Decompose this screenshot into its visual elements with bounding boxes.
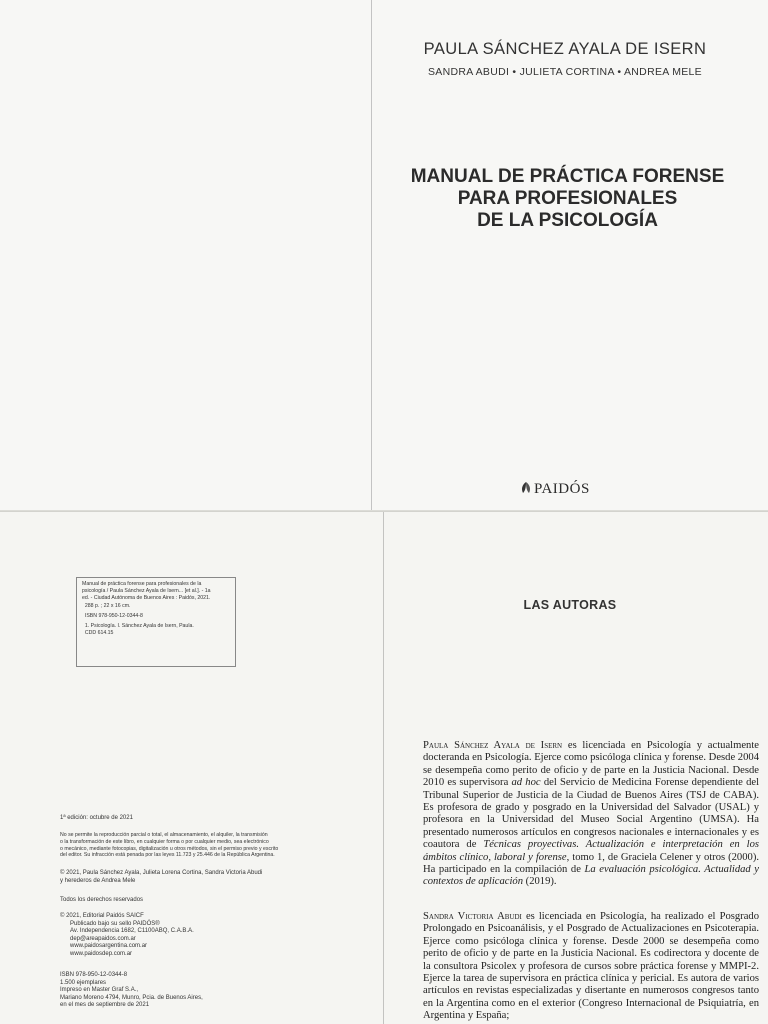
legal-notice <box>60 832 340 859</box>
bio-text: del Servicio de Medicina Forense dependiente del Tribunal Superior de Justicia de la Ciudad de Buenos Aires (TSJ de CABA). Es profesora de grado y posgrado en la Universidad del Salvador (USAL) y profesora en la Universidad del Museo Social Argentino (UMSA). Ha presentado numerosos artículos en congresos nacionales e internacionales y es coautora de <box>423 777 760 851</box>
cip-isbn: ISBN 978-950-12-0344-8 <box>84 612 143 619</box>
print-line: Impreso en Master Graf S.A., <box>60 987 139 994</box>
book-title-line: PARA PROFESIONALES <box>457 188 678 209</box>
cip-line: psicología / Paula Sánchez Ayala de Isern... [et al.]. - 1a <box>82 588 211 595</box>
legal-line: del editor. Su infracción está penada por las leyes 11.723 y 25.446 de la República Argentina. <box>60 852 275 859</box>
main-author: PAULA SÁNCHEZ AYALA DE ISERN <box>423 40 707 58</box>
cip-line: 288 p. ; 22 x 16 cm. <box>84 602 131 609</box>
bio-text: ad hoc <box>511 777 541 789</box>
bio-text: (2019). <box>523 876 557 888</box>
rights-reserved <box>60 897 340 905</box>
gutter-line <box>383 512 384 1024</box>
edition-text: 1ª edición: octubre de 2021 <box>60 815 133 821</box>
rights-text: Todos los derechos reservados <box>60 897 144 903</box>
bio-paragraph <box>423 911 759 1024</box>
legal-line: No se permite la reproducción parcial o total, el almacenamiento, el alquiler, la transmisión <box>60 832 268 838</box>
book-reference: La evaluación psicológica. Actualidad y contextos de aplicación <box>423 864 759 888</box>
bio-author-name: Paula Sánchez Ayala de Isern <box>423 740 563 751</box>
bio-text: es licenciada en Psicología, ha realizado el Posgrado Prolongado en Psicoanálisis, y el Posgrado de Actualizaciones en Psicoterapia. Ejerce como psicóloga clínica y forense. Desde 2000 se desempeña como perito de oficio y de parte en la Justicia Nacional. Es codirectora y docente de la consultora Psicolex y profesora de cursos sobre práctica forense y MMPI-2. Ejerce la tarea de supervisora en práctica clínica y pericial. Es autora de varios artículos en revistas especializadas y disertante en numerosos congresos tanto en la Argentina como en el exterior (Congreso Internacional de Psiquiatría, en Argentina y España; <box>423 911 759 1022</box>
bio-author-name: Sandra Victoria Abudi <box>423 911 522 922</box>
book-title-line: MANUAL DE PRÁCTICA FORENSE <box>410 166 725 187</box>
copyright-line: © 2021, Paula Sánchez Ayala, Julieta Lorena Cortina, Sandra Victoria Abudi <box>60 870 263 876</box>
publisher-name: PAIDÓS <box>534 481 590 497</box>
publisher-email: dep@areapaidos.com.ar <box>70 935 136 942</box>
print-line: en el mes de septiembre de 2021 <box>60 1002 150 1009</box>
bio-text: es licenciada en Psicología y actualmente docteranda en Psicología. Ejerce como psicóloga clínica y forense. Desde 2004 se desempeña como perito de oficio y de parte en la Justicia Nacional. Desde 2010 es supervisora <box>423 740 759 789</box>
book-title-line: DE LA PSICOLOGÍA <box>477 210 658 231</box>
publisher-imprint <box>520 481 620 498</box>
print-line: Mariano Moreno 4794, Munro, Pcia. de Buenos Aires, <box>60 994 203 1001</box>
publisher-line: Publicado bajo su sello PAIDÓS® <box>70 920 160 927</box>
legal-line: o mecánico, mediante fotocopias, digitalización u otros métodos, sin el permiso previo y escrito <box>60 845 279 852</box>
publisher-url: www.paidosargentina.com.ar <box>70 943 148 950</box>
cip-record-box <box>76 577 236 667</box>
legal-line: o la transformación de este libro, en cualquier forma o por cualquier medio, sea electrónico <box>60 838 269 845</box>
authors-copyright <box>60 870 340 885</box>
publisher-url: www.paidosdep.com.ar <box>70 950 133 957</box>
section-heading: LAS AUTORAS <box>523 598 617 612</box>
bio-text: , tomo 1, de Graciela Celener y otros (2000). Ha participado en la compilación de <box>423 851 759 876</box>
bio-paragraph <box>423 740 759 889</box>
cip-line: ed. - Ciudad Autónoma de Buenos Aires : Paidós, 2021. <box>82 595 211 602</box>
cip-line: Manual de práctica forense para profesionales de la <box>82 581 202 587</box>
cip-cdd: CDD 614.15 <box>84 630 114 637</box>
publisher-line: Av. Independencia 1682, C1100ABQ, C.A.B.A. <box>70 928 194 935</box>
publisher-line: © 2021, Editorial Paidós SAICF <box>60 913 144 919</box>
edition-note <box>60 815 340 823</box>
cip-line: 1. Psicología. I. Sánchez Ayala de Isern, Paula. <box>84 623 194 630</box>
print-block <box>60 972 340 1010</box>
publisher-block <box>60 913 340 959</box>
book-reference: Técnicas proyectivas. Actualización e interpretación en los ámbitos clínico, laboral y forense <box>423 839 759 863</box>
print-line: 1.500 ejemplares <box>60 979 107 986</box>
book-title <box>390 166 745 232</box>
paidos-logo-icon <box>520 481 532 495</box>
copyright-line: y herederos de Andrea Mele <box>60 877 136 884</box>
coauthors: SANDRA ABUDI • JULIETA CORTINA • ANDREA MELE <box>428 66 702 78</box>
print-isbn: ISBN 978-950-12-0344-8 <box>60 972 128 978</box>
